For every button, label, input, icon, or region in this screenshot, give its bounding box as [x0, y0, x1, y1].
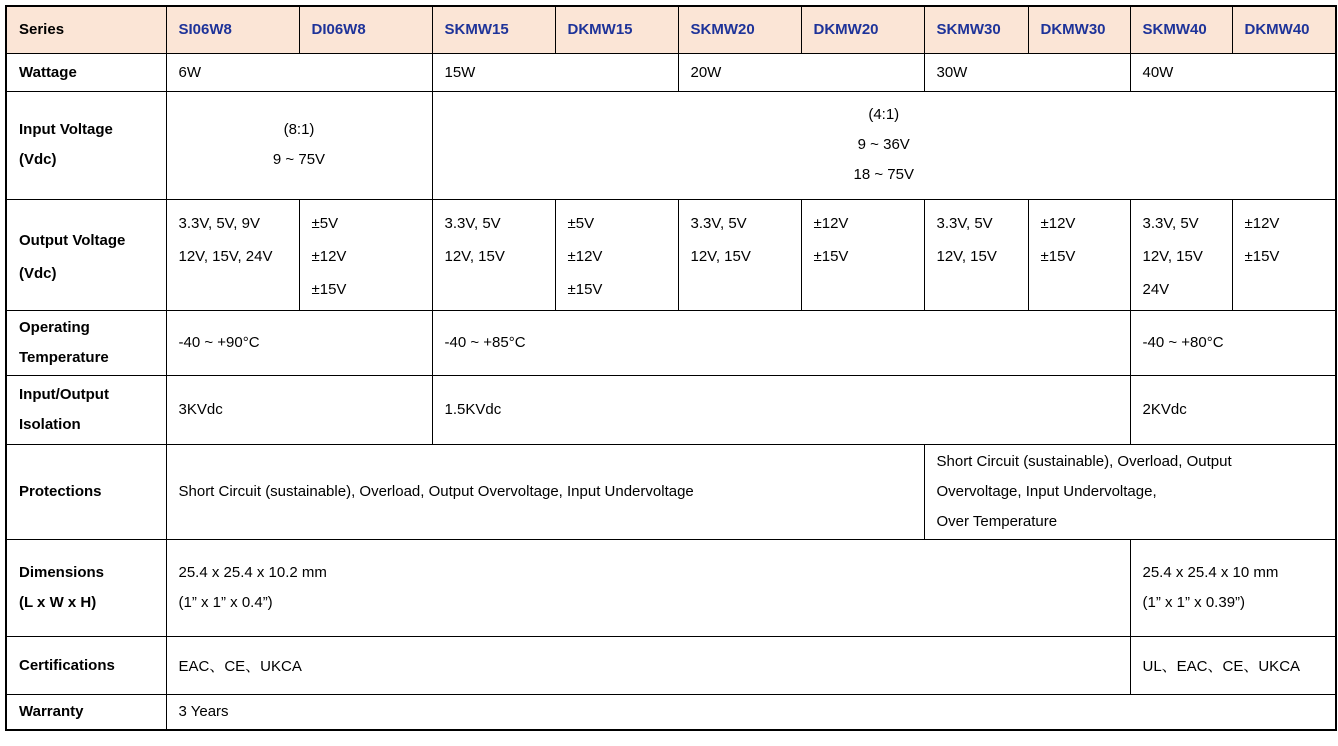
output-voltage-skmw40-cell: [1130, 199, 1232, 310]
header-model-di06w8: DI06W8: [299, 6, 432, 53]
output-voltage-row-label: [6, 199, 166, 310]
text-line: (Vdc): [19, 265, 57, 282]
text-line: (L x W x H): [19, 593, 97, 611]
text-line: (1” x 1” x 0.4”): [178, 593, 273, 611]
text-line: Over Temperature: [936, 512, 1058, 530]
output-voltage-dkmw40-cell: [1232, 199, 1336, 310]
text-line: ±12V: [311, 247, 347, 265]
text-line: 3.3V, 5V: [690, 214, 747, 232]
input-voltage-8to1-cell: [166, 91, 432, 199]
wattage-40w-cell: 40W: [1130, 53, 1336, 91]
text-line: 12V, 15V: [444, 247, 505, 265]
text-line: 18 ~ 75V: [853, 166, 914, 183]
warranty-row-label: Warranty: [6, 694, 166, 730]
operating-temperature-row-label: [6, 310, 166, 375]
warranty-row: [6, 694, 1336, 730]
text-line: 9 ~ 75V: [272, 151, 326, 168]
output-voltage-skmw20-cell: [678, 199, 801, 310]
text-line: 12V, 15V: [936, 247, 997, 265]
output-voltage-dkmw30-cell: [1028, 199, 1130, 310]
dimensions-row-label: [6, 539, 166, 636]
spec-table: [5, 5, 1337, 731]
text-line: 3.3V, 5V: [1142, 214, 1199, 232]
text-line: Dimensions: [19, 563, 105, 581]
protections-row-label: Protections: [6, 444, 166, 539]
warranty-value-cell: 3 Years: [166, 694, 1336, 730]
input-voltage-row: [6, 91, 1336, 199]
isolation-1-5kvdc-cell: 1.5KVdc: [432, 375, 1130, 444]
header-model-dkmw20: DKMW20: [801, 6, 924, 53]
protections-standard-cell: Short Circuit (sustainable), Overload, Output Overvoltage, Input Undervoltage: [166, 444, 924, 539]
series-header-row: [6, 6, 1336, 53]
isolation-3kvdc-cell: 3KVdc: [166, 375, 432, 444]
text-line: ±5V: [567, 214, 595, 232]
input-voltage-row-label: [6, 91, 166, 199]
isolation-row-label: [6, 375, 166, 444]
wattage-6w-cell: 6W: [166, 53, 432, 91]
text-line: Output Voltage: [19, 232, 126, 249]
wattage-row: [6, 53, 1336, 91]
text-line: ±15V: [311, 280, 347, 298]
text-line: Input/Output: [19, 385, 109, 403]
text-line: 3.3V, 5V: [936, 214, 993, 232]
output-voltage-skmw30-cell: [924, 199, 1028, 310]
text-line: 12V, 15V: [1142, 247, 1203, 265]
text-line: 3.3V, 5V: [444, 214, 501, 232]
text-line: Operating: [19, 318, 90, 336]
header-model-dkmw40: DKMW40: [1232, 6, 1336, 53]
input-voltage-4to1-cell: [432, 91, 1336, 199]
certifications-standard-cell: EAC、CE、UKCA: [166, 636, 1130, 694]
certifications-row-label: Certifications: [6, 636, 166, 694]
header-model-si06w8: SI06W8: [166, 6, 299, 53]
text-line: 12V, 15V, 24V: [178, 247, 273, 265]
text-line: (1” x 1” x 0.39”): [1142, 593, 1246, 611]
header-model-skmw40: SKMW40: [1130, 6, 1232, 53]
operating-temperature-85c-cell: -40 ~ +85°C: [432, 310, 1130, 375]
text-line: 9 ~ 36V: [857, 136, 910, 153]
text-line: ±12V: [1244, 214, 1280, 232]
text-line: ±12V: [813, 214, 849, 232]
text-line: Temperature: [19, 348, 109, 366]
header-model-dkmw30: DKMW30: [1028, 6, 1130, 53]
output-voltage-row: [6, 199, 1336, 310]
isolation-2kvdc-cell: 2KVdc: [1130, 375, 1336, 444]
protections-row: [6, 444, 1336, 539]
wattage-row-label: Wattage: [6, 53, 166, 91]
output-voltage-si06w8-cell: [166, 199, 299, 310]
text-line: 24V: [1142, 280, 1170, 298]
dimensions-standard-cell: [166, 539, 1130, 636]
text-line: ±12V: [1040, 214, 1076, 232]
text-line: (8:1): [283, 121, 315, 138]
text-line: 25.4 x 25.4 x 10 mm: [1142, 563, 1279, 581]
dimensions-row: [6, 539, 1336, 636]
text-line: 12V, 15V: [690, 247, 751, 265]
text-line: 25.4 x 25.4 x 10.2 mm: [178, 563, 327, 581]
text-line: Short Circuit (sustainable), Overload, Output: [936, 452, 1232, 470]
text-line: 3.3V, 5V, 9V: [178, 214, 260, 232]
wattage-15w-cell: 15W: [432, 53, 678, 91]
isolation-row: [6, 375, 1336, 444]
output-voltage-di06w8-cell: [299, 199, 432, 310]
text-line: ±5V: [311, 214, 339, 232]
text-line: ±12V: [567, 247, 603, 265]
text-line: Isolation: [19, 415, 81, 433]
header-model-skmw20: SKMW20: [678, 6, 801, 53]
certifications-row: [6, 636, 1336, 694]
text-line: (Vdc): [19, 151, 57, 168]
header-model-skmw15: SKMW15: [432, 6, 555, 53]
text-line: ±15V: [567, 280, 603, 298]
series-header-label: Series: [6, 6, 166, 53]
wattage-20w-cell: 20W: [678, 53, 924, 91]
text-line: ±15V: [1040, 247, 1076, 265]
text-line: ±15V: [813, 247, 849, 265]
operating-temperature-80c-cell: -40 ~ +80°C: [1130, 310, 1336, 375]
output-voltage-skmw15-cell: [432, 199, 555, 310]
certifications-extended-cell: UL、EAC、CE、UKCA: [1130, 636, 1336, 694]
text-line: ±15V: [1244, 247, 1280, 265]
output-voltage-dkmw20-cell: [801, 199, 924, 310]
text-line: Overvoltage, Input Undervoltage,: [936, 482, 1157, 500]
output-voltage-dkmw15-cell: [555, 199, 678, 310]
protections-extended-cell: [924, 444, 1336, 539]
wattage-30w-cell: 30W: [924, 53, 1130, 91]
text-line: (4:1): [868, 106, 900, 123]
dimensions-compact-cell: [1130, 539, 1336, 636]
operating-temperature-90c-cell: -40 ~ +90°C: [166, 310, 432, 375]
operating-temperature-row: [6, 310, 1336, 375]
header-model-dkmw15: DKMW15: [555, 6, 678, 53]
text-line: Input Voltage: [19, 121, 113, 138]
header-model-skmw30: SKMW30: [924, 6, 1028, 53]
